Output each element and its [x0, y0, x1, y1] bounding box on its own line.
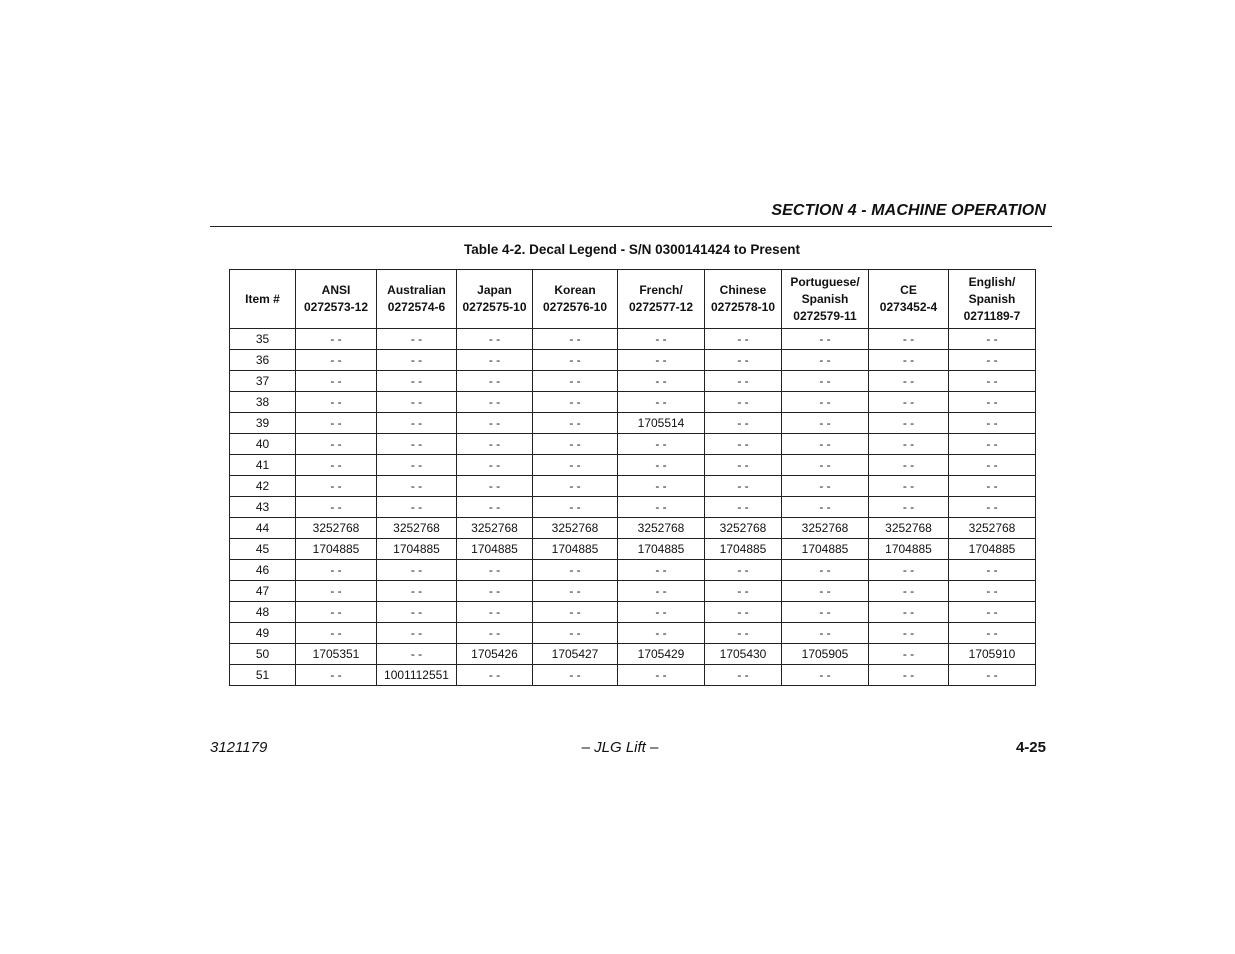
- decal-part-cell: - -: [949, 434, 1036, 455]
- decal-part-cell: 1704885: [457, 539, 533, 560]
- decal-part-cell: - -: [949, 392, 1036, 413]
- decal-part-cell: - -: [869, 329, 949, 350]
- decal-part-cell: 1705905: [782, 644, 869, 665]
- decal-part-cell: - -: [296, 392, 377, 413]
- decal-part-cell: - -: [869, 560, 949, 581]
- decal-part-cell: 1704885: [869, 539, 949, 560]
- column-header-line: Australian: [387, 283, 446, 297]
- decal-part-cell: - -: [296, 581, 377, 602]
- decal-part-cell: - -: [782, 350, 869, 371]
- decal-part-cell: 1705351: [296, 644, 377, 665]
- decal-part-cell: - -: [377, 392, 457, 413]
- table-row: [230, 434, 1036, 455]
- decal-part-cell: - -: [618, 371, 705, 392]
- column-header-line: 0272573-12: [303, 300, 369, 314]
- item-number-cell: 39: [230, 413, 296, 434]
- column-header-line: Item #: [245, 291, 280, 306]
- decal-part-cell: 3252768: [782, 518, 869, 539]
- decal-part-cell: - -: [949, 455, 1036, 476]
- column-header-line: 0272575-10: [462, 300, 527, 314]
- column-header: [949, 270, 1036, 329]
- decal-part-cell: - -: [296, 497, 377, 518]
- decal-part-cell: - -: [949, 581, 1036, 602]
- decal-part-cell: - -: [533, 497, 618, 518]
- column-header-line: French/: [639, 283, 683, 297]
- decal-part-cell: - -: [618, 581, 705, 602]
- decal-part-cell: - -: [296, 413, 377, 434]
- decal-part-cell: - -: [377, 560, 457, 581]
- footer-brand: – JLG Lift –: [581, 739, 659, 756]
- decal-part-cell: - -: [457, 560, 533, 581]
- decal-part-cell: - -: [296, 455, 377, 476]
- decal-part-cell: - -: [457, 623, 533, 644]
- column-header-line: 0272574-6: [387, 300, 446, 314]
- decal-part-cell: - -: [869, 455, 949, 476]
- decal-part-cell: - -: [782, 392, 869, 413]
- decal-part-cell: - -: [618, 434, 705, 455]
- column-header: [782, 270, 869, 329]
- table-row: [230, 539, 1036, 560]
- decal-part-cell: - -: [782, 497, 869, 518]
- decal-part-cell: - -: [296, 560, 377, 581]
- decal-part-cell: - -: [869, 644, 949, 665]
- decal-part-cell: 3252768: [618, 518, 705, 539]
- decal-part-cell: 1704885: [782, 539, 869, 560]
- decal-part-cell: 1704885: [949, 539, 1036, 560]
- decal-part-cell: - -: [949, 623, 1036, 644]
- decal-part-cell: - -: [533, 560, 618, 581]
- column-header-line: 0272576-10: [542, 300, 608, 314]
- decal-part-cell: - -: [949, 350, 1036, 371]
- page-number: 4-25: [1015, 739, 1046, 756]
- table-header-row: [230, 270, 1036, 329]
- item-number-cell: 36: [230, 350, 296, 371]
- item-number-cell: 43: [230, 497, 296, 518]
- decal-part-cell: - -: [457, 371, 533, 392]
- table-row: [230, 602, 1036, 623]
- decal-part-cell: - -: [533, 623, 618, 644]
- decal-part-cell: - -: [869, 371, 949, 392]
- column-header-line: Korean: [554, 283, 596, 297]
- table-row: [230, 518, 1036, 539]
- column-header-line: Portuguese/: [790, 274, 860, 289]
- decal-part-cell: - -: [949, 413, 1036, 434]
- item-number-cell: 45: [230, 539, 296, 560]
- decal-part-cell: - -: [705, 602, 782, 623]
- decal-part-cell: - -: [377, 413, 457, 434]
- decal-part-cell: 1704885: [377, 539, 457, 560]
- decal-part-cell: - -: [949, 476, 1036, 497]
- decal-part-cell: - -: [782, 413, 869, 434]
- decal-part-cell: - -: [949, 329, 1036, 350]
- decal-part-cell: - -: [533, 455, 618, 476]
- column-header: [377, 270, 457, 329]
- decal-part-cell: 3252768: [296, 518, 377, 539]
- decal-part-cell: - -: [869, 602, 949, 623]
- decal-part-cell: 1705427: [533, 644, 618, 665]
- column-header-line: Spanish: [968, 291, 1016, 306]
- decal-part-cell: - -: [782, 371, 869, 392]
- table-row: [230, 581, 1036, 602]
- column-header: [705, 270, 782, 329]
- decal-part-cell: 1705910: [949, 644, 1036, 665]
- decal-part-cell: - -: [377, 602, 457, 623]
- decal-part-cell: - -: [457, 392, 533, 413]
- decal-part-cell: - -: [618, 350, 705, 371]
- decal-part-cell: - -: [618, 329, 705, 350]
- decal-part-cell: - -: [377, 476, 457, 497]
- decal-part-cell: - -: [377, 623, 457, 644]
- decal-part-cell: - -: [377, 329, 457, 350]
- column-header-line: CE: [900, 283, 917, 297]
- decal-part-cell: - -: [296, 623, 377, 644]
- table-row: [230, 413, 1036, 434]
- decal-part-cell: - -: [705, 392, 782, 413]
- decal-part-cell: 3252768: [949, 518, 1036, 539]
- table-row: [230, 455, 1036, 476]
- decal-part-cell: - -: [533, 476, 618, 497]
- section-title: SECTION 4 - MACHINE OPERATION: [771, 202, 1046, 219]
- decal-part-cell: - -: [618, 476, 705, 497]
- decal-part-cell: - -: [869, 350, 949, 371]
- decal-part-cell: 1704885: [618, 539, 705, 560]
- decal-part-cell: - -: [705, 665, 782, 686]
- decal-part-cell: 1705429: [618, 644, 705, 665]
- column-header: [618, 270, 705, 329]
- decal-part-cell: 3252768: [705, 518, 782, 539]
- decal-part-cell: - -: [618, 392, 705, 413]
- decal-part-cell: - -: [705, 413, 782, 434]
- decal-part-cell: - -: [869, 392, 949, 413]
- decal-part-cell: - -: [782, 434, 869, 455]
- decal-part-cell: - -: [296, 665, 377, 686]
- item-number-cell: 41: [230, 455, 296, 476]
- decal-part-cell: - -: [618, 602, 705, 623]
- decal-part-cell: 3252768: [869, 518, 949, 539]
- table-row: [230, 476, 1036, 497]
- decal-part-cell: - -: [705, 476, 782, 497]
- column-header-line: Spanish: [801, 291, 849, 306]
- table-row: [230, 329, 1036, 350]
- decal-legend-table: [229, 269, 1036, 686]
- decal-part-cell: - -: [949, 371, 1036, 392]
- column-header-line: ANSI: [321, 283, 351, 297]
- decal-part-cell: - -: [296, 371, 377, 392]
- decal-part-cell: 3252768: [457, 518, 533, 539]
- decal-part-cell: - -: [533, 392, 618, 413]
- item-number-cell: 38: [230, 392, 296, 413]
- decal-part-cell: 1704885: [705, 539, 782, 560]
- decal-part-cell: - -: [705, 581, 782, 602]
- table-body: [230, 329, 1036, 686]
- decal-part-cell: - -: [705, 371, 782, 392]
- column-header: [296, 270, 377, 329]
- decal-part-cell: - -: [949, 560, 1036, 581]
- table-row: [230, 350, 1036, 371]
- decal-part-cell: - -: [705, 434, 782, 455]
- decal-part-cell: - -: [705, 497, 782, 518]
- decal-part-cell: - -: [949, 602, 1036, 623]
- decal-part-cell: - -: [533, 371, 618, 392]
- column-header: [230, 270, 296, 329]
- decal-part-cell: - -: [869, 497, 949, 518]
- column-header: [533, 270, 618, 329]
- decal-part-cell: - -: [296, 476, 377, 497]
- decal-part-cell: - -: [296, 350, 377, 371]
- column-header-line: 0272578-10: [710, 300, 776, 314]
- decal-part-cell: - -: [782, 602, 869, 623]
- decal-part-cell: - -: [705, 623, 782, 644]
- decal-part-cell: - -: [457, 581, 533, 602]
- item-number-cell: 46: [230, 560, 296, 581]
- table-row: [230, 371, 1036, 392]
- decal-part-cell: - -: [457, 476, 533, 497]
- item-number-cell: 37: [230, 371, 296, 392]
- decal-part-cell: 1704885: [296, 539, 377, 560]
- decal-part-cell: - -: [533, 581, 618, 602]
- decal-part-cell: - -: [457, 665, 533, 686]
- table-row: [230, 497, 1036, 518]
- table-row: [230, 623, 1036, 644]
- decal-part-cell: - -: [533, 413, 618, 434]
- item-number-cell: 51: [230, 665, 296, 686]
- item-number-cell: 48: [230, 602, 296, 623]
- decal-part-cell: - -: [949, 665, 1036, 686]
- decal-part-cell: - -: [705, 329, 782, 350]
- decal-part-cell: - -: [782, 623, 869, 644]
- decal-part-cell: 1705426: [457, 644, 533, 665]
- decal-part-cell: - -: [705, 350, 782, 371]
- decal-part-cell: - -: [869, 665, 949, 686]
- decal-part-cell: - -: [869, 581, 949, 602]
- column-header-line: 0273452-4: [879, 300, 938, 314]
- item-number-cell: 40: [230, 434, 296, 455]
- column-header-line: 0272579-11: [793, 308, 857, 323]
- decal-part-cell: - -: [457, 434, 533, 455]
- decal-part-cell: - -: [618, 665, 705, 686]
- decal-part-cell: - -: [533, 329, 618, 350]
- decal-part-cell: - -: [618, 497, 705, 518]
- decal-part-cell: - -: [869, 434, 949, 455]
- decal-part-cell: 1001112551: [377, 665, 457, 686]
- item-number-cell: 44: [230, 518, 296, 539]
- decal-part-cell: - -: [377, 497, 457, 518]
- column-header: [457, 270, 533, 329]
- table-row: [230, 665, 1036, 686]
- decal-part-cell: - -: [533, 434, 618, 455]
- decal-part-cell: - -: [782, 455, 869, 476]
- column-header-line: 0271189-7: [963, 308, 1021, 323]
- decal-part-cell: - -: [457, 602, 533, 623]
- decal-part-cell: - -: [618, 560, 705, 581]
- decal-part-cell: - -: [377, 371, 457, 392]
- table-row: [230, 644, 1036, 665]
- decal-part-cell: - -: [705, 560, 782, 581]
- decal-part-cell: 3252768: [533, 518, 618, 539]
- decal-part-cell: - -: [705, 455, 782, 476]
- decal-part-cell: - -: [782, 329, 869, 350]
- decal-part-cell: - -: [782, 665, 869, 686]
- decal-part-cell: - -: [296, 329, 377, 350]
- document-number: 3121179: [210, 739, 268, 756]
- table-row: [230, 560, 1036, 581]
- item-number-cell: 49: [230, 623, 296, 644]
- decal-part-cell: - -: [377, 434, 457, 455]
- decal-part-cell: - -: [457, 497, 533, 518]
- decal-part-cell: - -: [782, 476, 869, 497]
- decal-part-cell: - -: [533, 350, 618, 371]
- decal-part-cell: 1705430: [705, 644, 782, 665]
- decal-part-cell: 3252768: [377, 518, 457, 539]
- item-number-cell: 35: [230, 329, 296, 350]
- decal-part-cell: - -: [782, 560, 869, 581]
- decal-part-cell: - -: [457, 413, 533, 434]
- decal-part-cell: - -: [377, 350, 457, 371]
- column-header-line: Japan: [477, 283, 512, 297]
- decal-part-cell: 1704885: [533, 539, 618, 560]
- column-header-line: 0272577-12: [628, 300, 694, 314]
- decal-part-cell: - -: [618, 455, 705, 476]
- item-number-cell: 42: [230, 476, 296, 497]
- decal-part-cell: - -: [618, 623, 705, 644]
- decal-part-cell: - -: [377, 644, 457, 665]
- decal-part-cell: - -: [869, 476, 949, 497]
- column-header-line: Chinese: [719, 283, 767, 297]
- decal-part-cell: - -: [457, 329, 533, 350]
- decal-part-cell: - -: [949, 497, 1036, 518]
- table-row: [230, 392, 1036, 413]
- decal-part-cell: - -: [869, 623, 949, 644]
- decal-part-cell: - -: [377, 455, 457, 476]
- decal-part-cell: - -: [457, 455, 533, 476]
- decal-part-cell: - -: [457, 350, 533, 371]
- decal-part-cell: - -: [296, 602, 377, 623]
- decal-part-cell: - -: [296, 434, 377, 455]
- column-header-line: English/: [968, 274, 1016, 289]
- decal-part-cell: - -: [782, 581, 869, 602]
- decal-part-cell: - -: [377, 581, 457, 602]
- item-number-cell: 47: [230, 581, 296, 602]
- decal-part-cell: - -: [533, 665, 618, 686]
- header-divider: [210, 226, 1052, 227]
- decal-part-cell: 1705514: [618, 413, 705, 434]
- column-header: [869, 270, 949, 329]
- item-number-cell: 50: [230, 644, 296, 665]
- decal-part-cell: - -: [869, 413, 949, 434]
- table-title: Table 4-2. Decal Legend - S/N 0300141424 to Present: [464, 242, 800, 257]
- decal-part-cell: - -: [533, 602, 618, 623]
